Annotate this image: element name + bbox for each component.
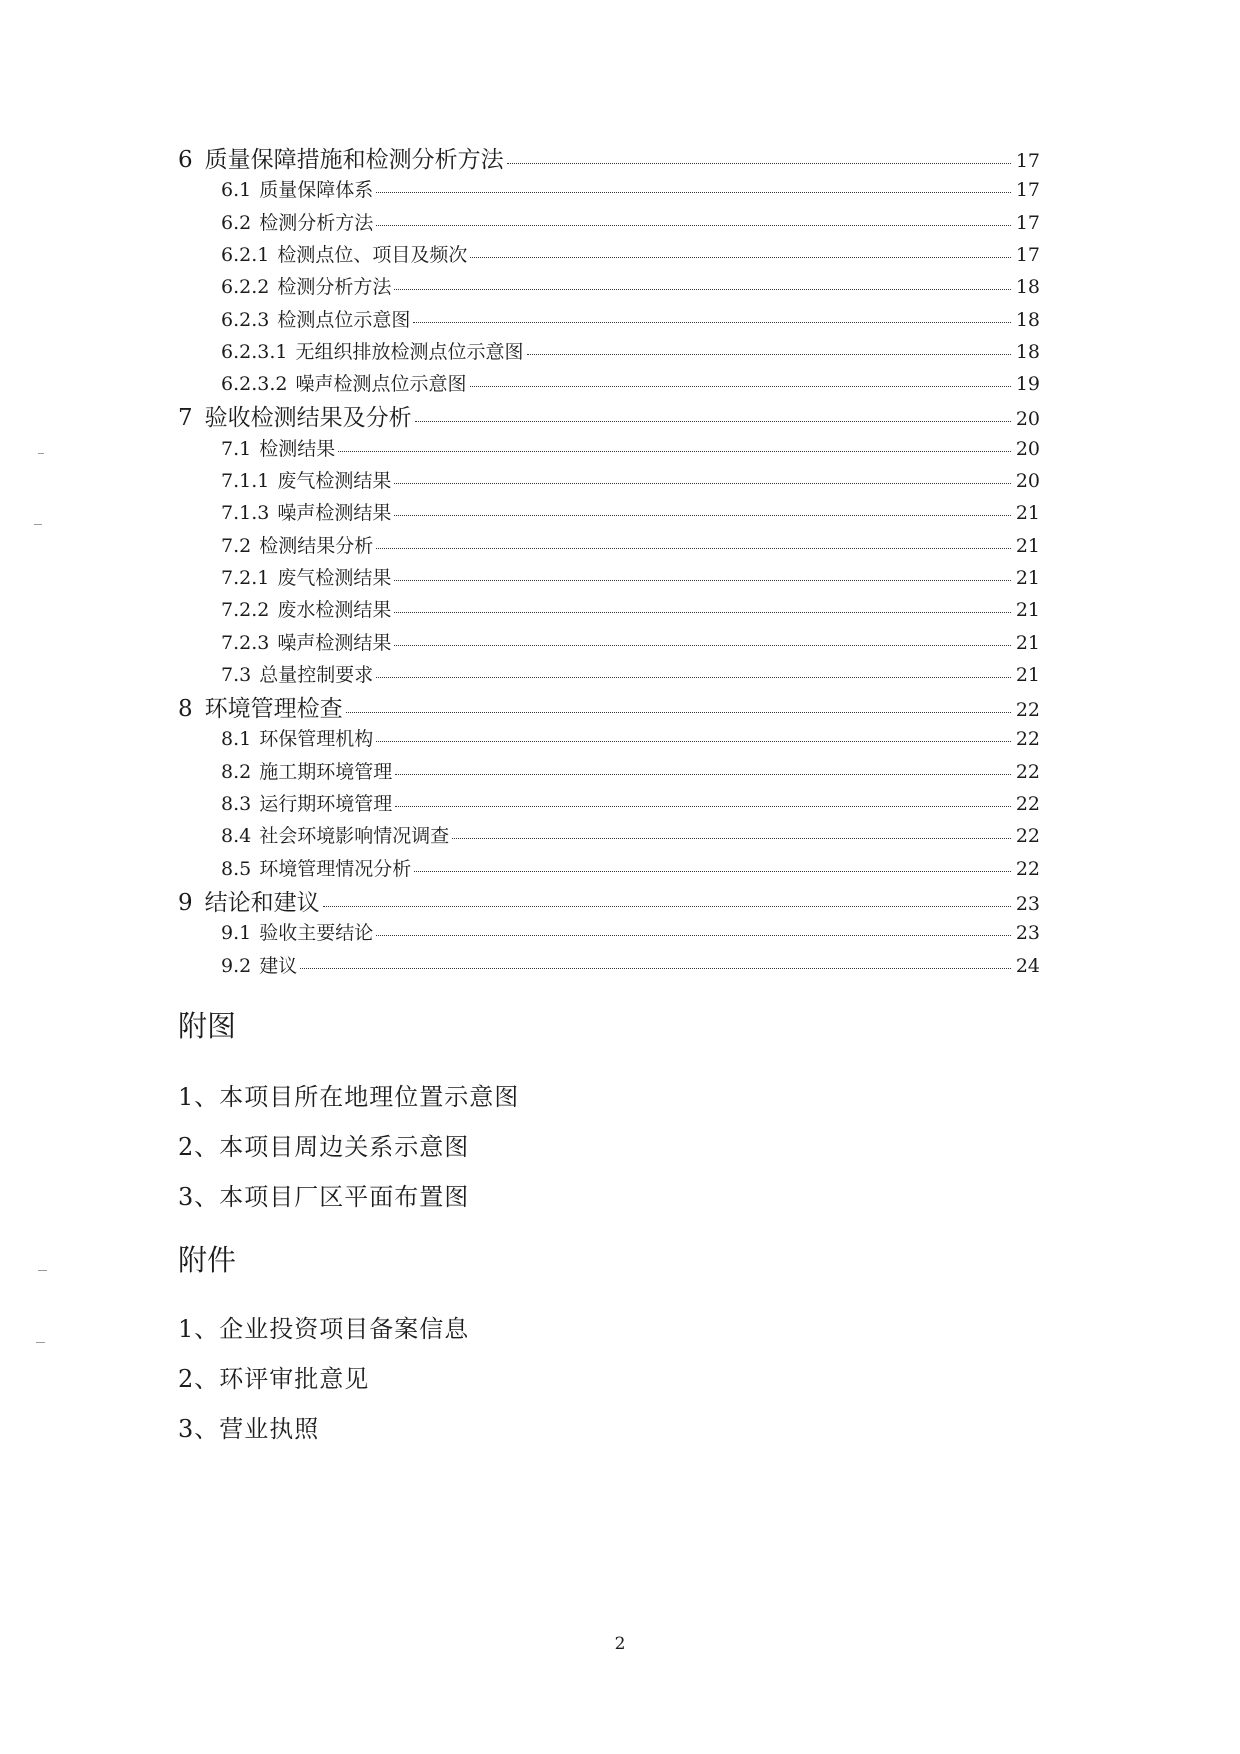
toc-entry-number: 8.2 — [221, 760, 252, 783]
toc-entry-title: 结论和建议 — [204, 889, 320, 916]
toc-entry[interactable] — [221, 278, 1040, 297]
toc-entry-title: 验收检测结果及分析 — [204, 405, 412, 432]
toc-entry-page: 22 — [1015, 699, 1040, 722]
toc-entry-number: 6.2.3.2 — [221, 373, 288, 396]
toc-dot-leader — [395, 774, 1011, 775]
toc-entry-page: 21 — [1015, 566, 1040, 589]
toc-dot-leader — [394, 580, 1010, 581]
toc-entry-number: 6.2 — [221, 211, 252, 234]
toc-dot-leader — [338, 451, 1011, 452]
toc-entry-number: 8.1 — [221, 728, 252, 751]
toc-entry-title: 总量控制要求 — [259, 663, 374, 686]
toc-dot-leader — [376, 192, 1011, 193]
toc-entry-title: 无组织排放检测点位示意图 — [295, 340, 524, 363]
scan-mark — [36, 1342, 45, 1343]
figures-heading: 附图 — [178, 1009, 237, 1043]
toc-entry-number: 6.2.2 — [221, 276, 270, 299]
toc-entry-page: 22 — [1015, 857, 1040, 880]
attachments-heading: 附件 — [178, 1243, 237, 1277]
toc-entry-page: 21 — [1015, 663, 1040, 686]
toc-entry-title: 废水检测结果 — [277, 599, 392, 622]
attachment-list-item: 1、企业投资项目备案信息 — [178, 1315, 470, 1343]
toc-entry-page: 18 — [1015, 276, 1040, 299]
scan-mark — [38, 1270, 47, 1271]
toc-dot-leader — [394, 483, 1010, 484]
toc-entry-page: 19 — [1015, 373, 1040, 396]
toc-entry-number: 7.1.3 — [221, 502, 270, 525]
toc-entry[interactable] — [221, 827, 1040, 846]
figure-list-item: 3、本项目厂区平面布置图 — [178, 1183, 470, 1211]
toc-dot-leader — [395, 806, 1011, 807]
toc-entry[interactable] — [221, 857, 1040, 880]
toc-entry-number: 7.2.1 — [221, 566, 270, 589]
toc-dot-leader — [376, 677, 1011, 678]
toc-dot-leader — [376, 741, 1011, 742]
toc-entry-page: 23 — [1015, 922, 1040, 945]
toc-entry-number: 7.1.1 — [221, 470, 270, 492]
toc-dot-leader — [376, 225, 1011, 226]
toc-entry-page: 22 — [1015, 728, 1040, 751]
toc-entry[interactable] — [221, 566, 1040, 589]
toc-entry-title: 检测结果 — [259, 437, 336, 460]
toc-entry-title: 废气检测结果 — [277, 470, 392, 492]
toc-entry-page: 17 — [1015, 179, 1040, 202]
toc-dot-leader — [415, 421, 1011, 422]
toc-entry-page: 21 — [1015, 631, 1040, 654]
toc-entry-title: 环保管理机构 — [259, 728, 374, 751]
toc-entry-page: 17 — [1015, 211, 1040, 234]
toc-entry[interactable] — [221, 181, 1040, 200]
scan-mark — [34, 524, 42, 525]
toc-entry-page: 23 — [1015, 892, 1040, 915]
toc-entry[interactable] — [178, 407, 1040, 430]
toc-entry[interactable] — [221, 534, 1040, 557]
toc-entry-number: 8 — [178, 696, 193, 723]
toc-entry[interactable] — [221, 663, 1040, 686]
toc-dot-leader — [414, 871, 1011, 872]
toc-entry-number: 7.2 — [221, 534, 252, 557]
toc-entry[interactable] — [221, 437, 1040, 460]
toc-entry-number: 7.2.2 — [221, 599, 270, 622]
toc-entry-page: 24 — [1015, 954, 1040, 977]
toc-entry-number: 9 — [178, 889, 193, 916]
toc-entry-title: 检测分析方法 — [277, 276, 392, 299]
toc-entry-title: 环境管理情况分析 — [259, 857, 412, 880]
toc-entry-number: 9.2 — [221, 954, 252, 977]
toc-entry-number: 9.1 — [221, 922, 252, 945]
toc-entry-page: 20 — [1015, 470, 1040, 492]
toc-entry-page: 18 — [1015, 340, 1040, 363]
toc-entry-title: 噪声检测点位示意图 — [295, 373, 467, 396]
toc-dot-leader — [470, 257, 1010, 258]
toc-entry-page: 22 — [1015, 825, 1040, 848]
toc-entry-title: 检测分析方法 — [259, 211, 374, 234]
toc-entry-title: 建议 — [259, 954, 298, 977]
toc-entry-number: 6.2.1 — [221, 243, 270, 266]
attachment-list-item: 2、环评审批意见 — [178, 1365, 370, 1393]
toc-dot-leader — [413, 322, 1010, 323]
toc-entry[interactable] — [221, 730, 1040, 749]
toc-entry-number: 7 — [178, 405, 193, 432]
toc-dot-leader — [470, 386, 1011, 387]
toc-entry[interactable] — [221, 340, 1040, 363]
toc-entry-title: 质量保障体系 — [259, 179, 374, 202]
toc-entry-page: 22 — [1015, 760, 1040, 783]
toc-entry-number: 7.3 — [221, 663, 252, 686]
toc-entry-number: 8.4 — [221, 825, 252, 848]
toc-entry-number: 8.3 — [221, 793, 252, 815]
toc-entry-number: 6.1 — [221, 179, 252, 202]
toc-entry-page: 20 — [1015, 437, 1040, 460]
toc-entry-title: 检测点位示意图 — [277, 308, 411, 331]
toc-entry-page: 21 — [1015, 534, 1040, 557]
figure-list-item: 1、本项目所在地理位置示意图 — [178, 1083, 520, 1111]
toc-entry-title: 质量保障措施和检测分析方法 — [204, 147, 504, 173]
toc-entry-number: 7.1 — [221, 437, 252, 460]
toc-dot-leader — [323, 906, 1011, 907]
toc-entry-page: 21 — [1015, 502, 1040, 525]
toc-entry-title: 社会环境影响情况调查 — [259, 825, 450, 848]
toc-entry-page: 22 — [1015, 793, 1040, 815]
toc-entry[interactable] — [221, 504, 1040, 523]
toc-entry-number: 6.2.3.1 — [221, 340, 288, 363]
toc-dot-leader — [376, 935, 1011, 936]
toc-entry-title: 检测点位、项目及频次 — [277, 243, 468, 266]
toc-entry-number: 8.5 — [221, 857, 252, 880]
toc-entry[interactable] — [221, 760, 1040, 783]
toc-entry-title: 噪声检测结果 — [277, 502, 392, 525]
toc-dot-leader — [346, 712, 1011, 713]
toc-dot-leader — [527, 354, 1011, 355]
toc-entry[interactable] — [221, 375, 1040, 394]
toc-entry-title: 检测结果分析 — [259, 534, 374, 557]
toc-dot-leader — [394, 612, 1010, 613]
toc-entry-title: 施工期环境管理 — [259, 760, 393, 783]
toc-entry-page: 17 — [1015, 150, 1040, 172]
toc-entry[interactable] — [221, 308, 1040, 331]
toc-entry[interactable] — [178, 149, 1040, 172]
toc-entry[interactable] — [221, 954, 1040, 977]
toc-entry[interactable] — [178, 889, 1040, 916]
toc-entry-page: 20 — [1015, 408, 1040, 431]
toc-entry-title: 噪声检测结果 — [277, 631, 392, 654]
toc-entry-number: 7.2.3 — [221, 631, 270, 654]
toc-entry-title: 环境管理检查 — [204, 696, 343, 723]
figure-list-item: 2、本项目周边关系示意图 — [178, 1133, 470, 1161]
toc-entry[interactable] — [221, 795, 1040, 814]
toc-dot-leader — [394, 645, 1010, 646]
toc-dot-leader — [394, 515, 1010, 516]
toc-dot-leader — [394, 289, 1010, 290]
toc-entry[interactable] — [221, 601, 1040, 620]
toc-entry-page: 17 — [1015, 243, 1040, 266]
toc-entry-title: 运行期环境管理 — [259, 793, 393, 815]
toc-entry[interactable] — [221, 631, 1040, 654]
toc-entry[interactable] — [221, 472, 1040, 491]
toc-entry-number: 6.2.3 — [221, 308, 270, 331]
toc-entry[interactable] — [178, 698, 1040, 721]
toc-dot-leader — [300, 968, 1011, 969]
toc-dot-leader — [376, 548, 1011, 549]
toc-entry-number: 6 — [178, 147, 193, 173]
toc-dot-leader — [452, 838, 1011, 839]
toc-entry-page: 21 — [1015, 599, 1040, 622]
toc-entry-title: 验收主要结论 — [259, 922, 374, 945]
toc-entry[interactable] — [221, 243, 1040, 266]
toc-entry-title: 废气检测结果 — [277, 566, 392, 589]
toc-entry[interactable] — [221, 211, 1040, 234]
attachment-list-item: 3、营业执照 — [178, 1415, 320, 1443]
toc-entry-page: 18 — [1015, 308, 1040, 331]
toc-entry[interactable] — [221, 924, 1040, 943]
toc-dot-leader — [507, 163, 1011, 164]
page-number: 2 — [614, 1634, 626, 1654]
scan-mark — [38, 453, 44, 454]
